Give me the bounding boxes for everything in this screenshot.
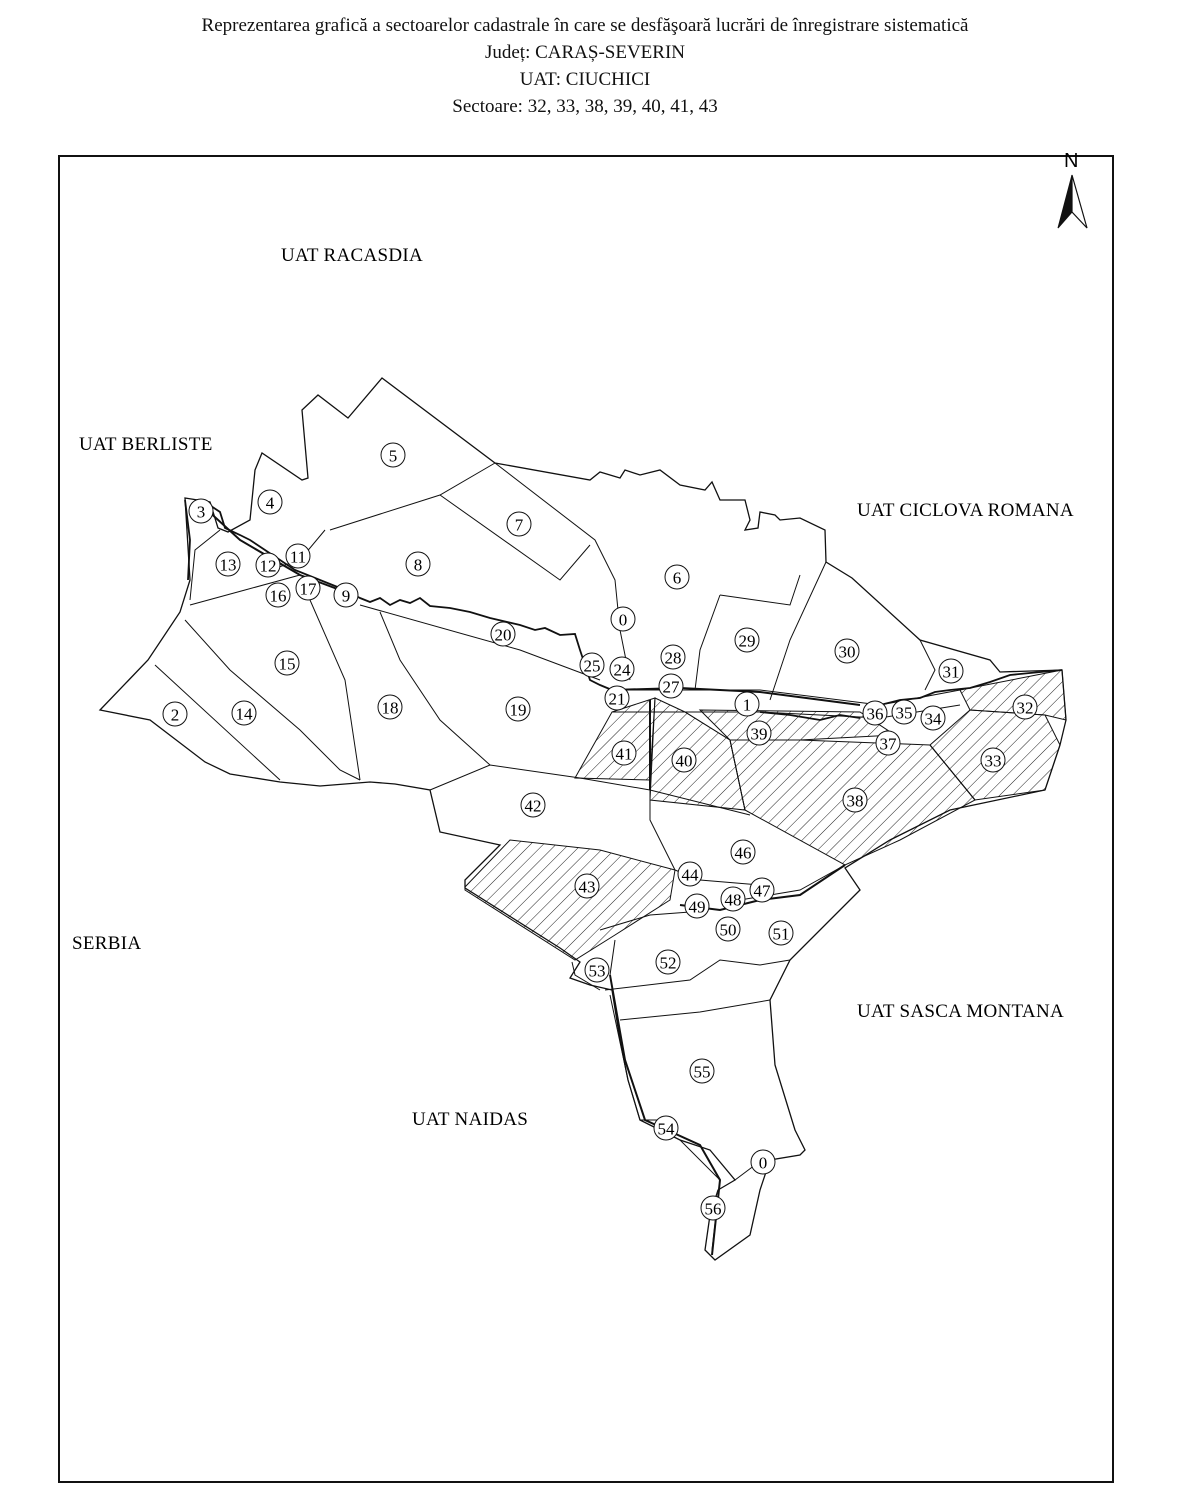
sector-label-37 [876,731,900,755]
sector-label-40 [672,748,696,772]
neighbor-labels [72,245,1074,1130]
sector-label-24 [610,657,634,681]
sector-number: 29 [738,631,756,651]
sector-number: 19 [509,700,527,720]
sector-label-29 [735,628,759,652]
sector-number: 50 [719,920,737,940]
sector-label-48 [721,887,745,911]
sector-number: 38 [846,791,864,811]
sectors-line: Sectoare: 32, 33, 38, 39, 40, 41, 43 [452,96,718,117]
sector-label-1 [735,692,759,716]
sector-label-17 [296,576,320,600]
neighbor-naidas: UAT NAIDAS [412,1109,529,1130]
sector-number: 4 [265,493,275,513]
sector-label-32 [1013,695,1037,719]
neighbor-racasdia: UAT RACASDIA [281,245,424,266]
sector-number: 41 [615,744,633,764]
sector-number: 7 [514,515,524,535]
sector-label-51 [769,921,793,945]
sector-label-44 [678,862,702,886]
sector-label-2 [163,702,187,726]
sector-label-20 [491,622,515,646]
sector-number: 33 [984,751,1002,771]
sector-label-5 [381,443,405,467]
neighbor-ciclova-romana: UAT CICLOVA ROMANA [857,500,1074,521]
sector-label-30 [835,639,859,663]
sector-number: 55 [693,1062,711,1082]
sector-number: 8 [413,555,423,575]
sector-number: 9 [341,586,351,606]
sector-label-3 [189,499,213,523]
sector-number: 24 [613,660,631,680]
sector-number: 3 [196,502,206,522]
sector-number: 27 [662,677,680,697]
sector-label-34 [921,706,945,730]
sector-label-16 [266,583,290,607]
sector-number: 54 [657,1119,675,1139]
sector-label-31 [939,659,963,683]
sector-number: 36 [866,704,884,724]
sector-label-35 [892,700,916,724]
sector-number: 34 [924,709,942,729]
sector-number: 17 [299,579,317,599]
sector-number: 52 [659,953,677,973]
sector-label-56 [701,1196,725,1220]
highlighted-sectors [465,670,1066,960]
sector-number: 0 [618,610,628,630]
sector-label-25 [580,653,604,677]
sector-number: 16 [269,586,287,606]
sector-number: 11 [289,547,307,567]
sector-number: 13 [219,555,237,575]
sector-label-47 [750,878,774,902]
sector-number: 14 [235,704,253,724]
sector-number: 15 [278,654,296,674]
sector-number: 56 [704,1199,722,1219]
sector-label-55 [690,1059,714,1083]
north-arrow-icon [1058,150,1087,228]
sector-label-11 [286,544,310,568]
sector-label-9 [334,583,358,607]
sector-number: 20 [494,625,512,645]
sector-label-7 [507,512,531,536]
neighbor-berliste: UAT BERLISTE [79,434,213,455]
sector-label-54 [654,1116,678,1140]
sector-label-14 [232,701,256,725]
sector-label-12 [256,553,280,577]
sector-number: 6 [672,568,682,588]
sector-label-0-12 [611,607,635,631]
sector-number: 43 [578,877,596,897]
sector-number: 21 [608,689,626,709]
sector-label-49 [685,894,709,918]
sector-number: 32 [1016,698,1034,718]
sector-label-39 [747,721,771,745]
sector-label-50 [716,917,740,941]
sector-number: 44 [681,865,699,885]
sector-label-19 [506,697,530,721]
sector-label-0-51 [751,1150,775,1174]
sector-number: 53 [588,961,606,981]
sector-number: 25 [583,656,601,676]
sector-label-18 [378,695,402,719]
sector-label-6 [665,565,689,589]
sector-label-8 [406,552,430,576]
sector-number: 35 [895,703,913,723]
sector-number: 42 [524,796,542,816]
sector-label-52 [656,950,680,974]
sector-number: 31 [942,662,960,682]
sector-label-46 [731,840,755,864]
sector-number: 40 [675,751,693,771]
sector-number: 39 [750,724,768,744]
sector-label-15 [275,651,299,675]
sector-number: 48 [724,890,742,910]
sector-number: 37 [879,734,897,754]
map-title: Reprezentarea grafică a sectoarelor cadastrale în care se desfăşoară lucrări de înregistrare sistematică [201,15,969,36]
county-line: Județ: CARAȘ-SEVERIN [484,42,686,63]
sector-number: 0 [758,1153,768,1173]
sector-number: 46 [734,843,752,863]
sector-label-28 [661,645,685,669]
sector-label-4 [258,490,282,514]
sector-number: 2 [170,705,180,725]
sector-number: 1 [742,695,752,715]
sector-number: 5 [388,446,398,466]
sector-area-43 [465,840,675,960]
sector-label-42 [521,793,545,817]
sector-label-53 [585,958,609,982]
sector-label-21 [605,686,629,710]
neighbor-sasca-montana: UAT SASCA MONTANA [857,1001,1064,1022]
sector-label-41 [612,741,636,765]
sector-label-38 [843,788,867,812]
sector-label-36 [863,701,887,725]
sector-label-27 [659,674,683,698]
sector-number: 28 [664,648,682,668]
sector-label-43 [575,874,599,898]
sector-number: 30 [838,642,856,662]
sector-number: 47 [753,881,771,901]
sector-label-13 [216,552,240,576]
uat-line: UAT: CIUCHICI [519,69,651,90]
sector-label-33 [981,748,1005,772]
north-letter: N [1064,150,1079,172]
sector-number: 51 [772,924,790,944]
sector-number: 49 [688,897,706,917]
neighbor-serbia: SERBIA [72,933,142,954]
sector-number: 12 [259,556,277,576]
sector-number: 18 [381,698,399,718]
